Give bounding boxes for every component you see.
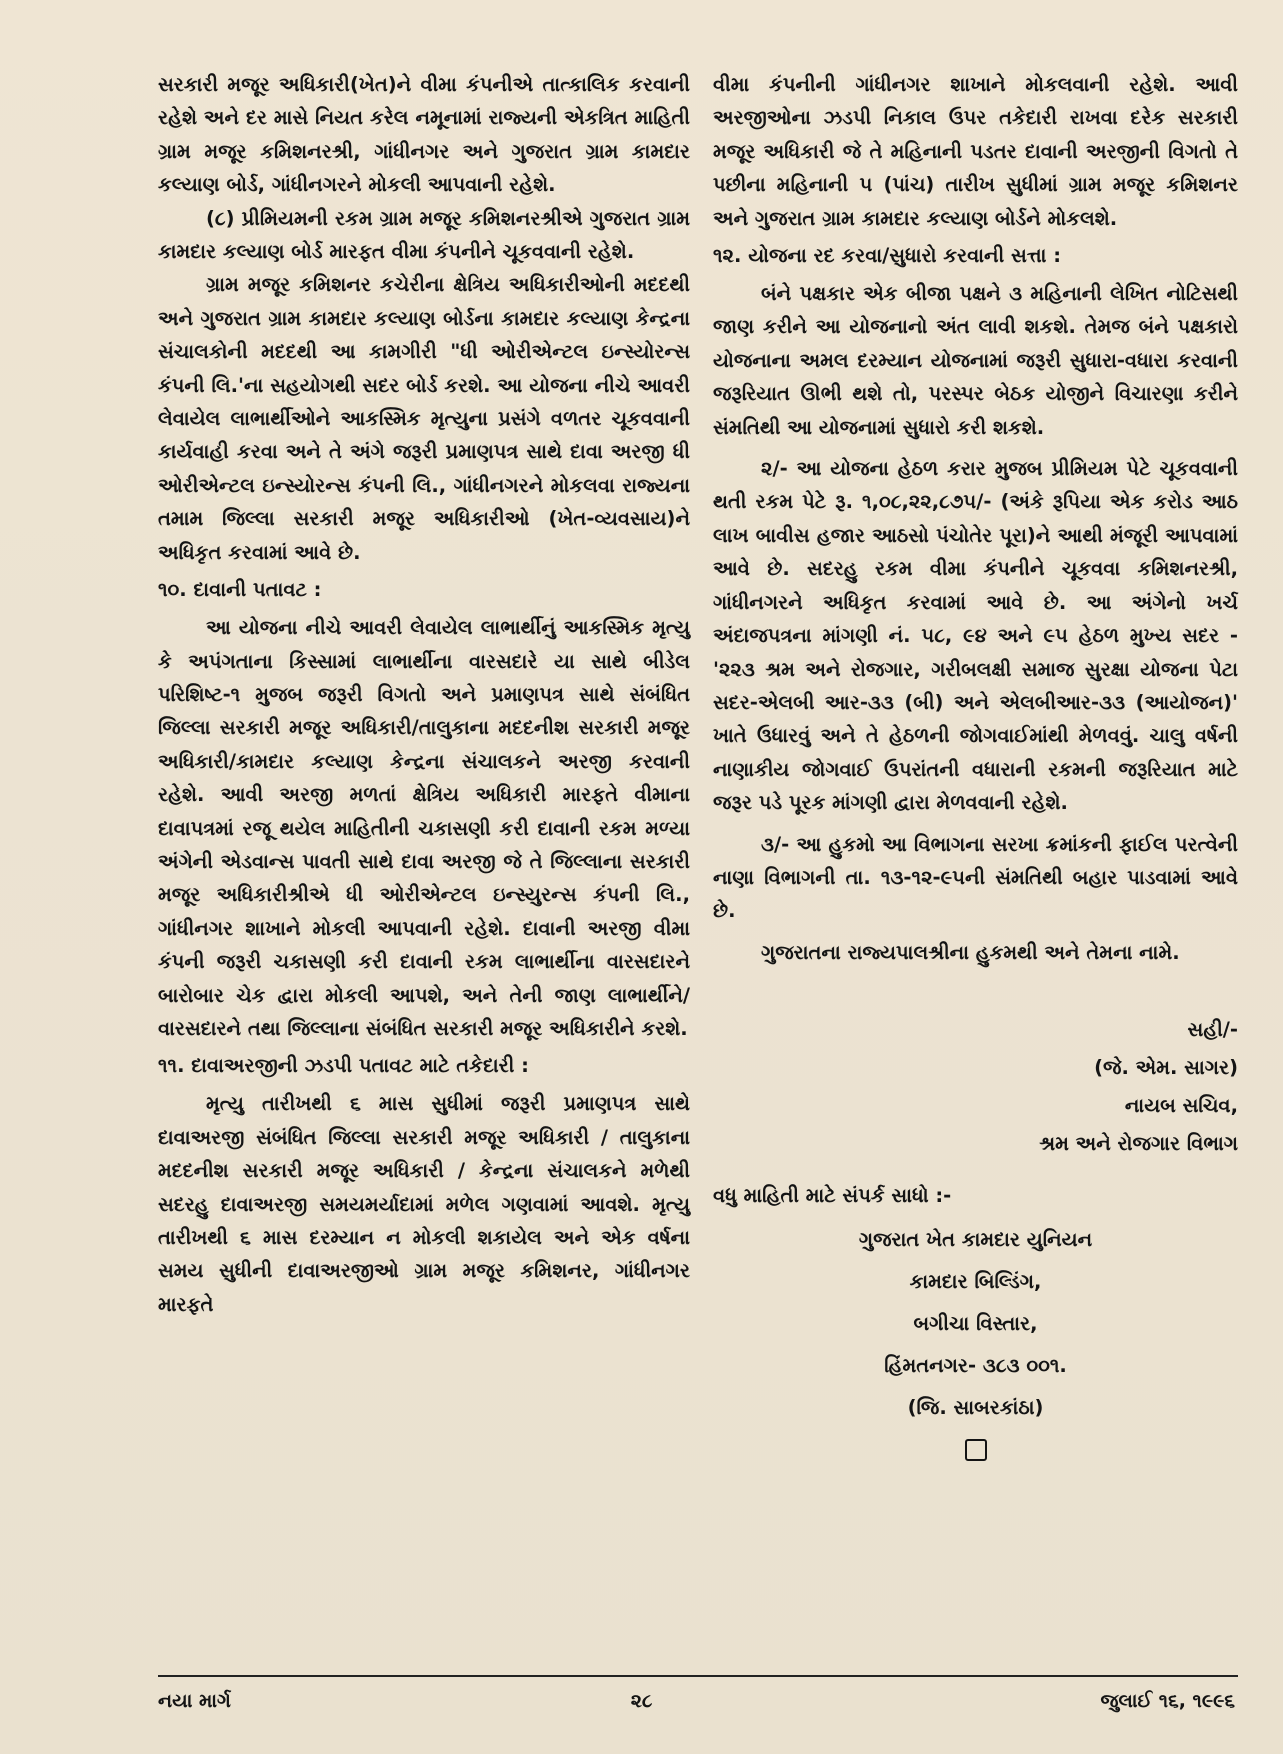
contact-line: બગીચા વિસ્તાર,	[913, 1312, 1038, 1336]
contact-line: કામદાર બિલ્ડિંગ,	[909, 1270, 1042, 1294]
contact-heading: વધુ માહિતી માટે સંપર્ક સાધો :-	[713, 1184, 952, 1208]
contact-line: ગુજરાત ખેત કામદાર યુનિયન	[858, 1228, 1093, 1252]
magazine-name: નયા માર્ગ	[158, 1690, 231, 1712]
contact-line: (જિ. સાબરકાંઠા)	[907, 1396, 1044, 1420]
right-column	[713, 68, 1238, 1461]
paragraph-claim-vigilance: મૃત્યુ તારીખથી ૬ માસ સુધીમાં જરૂરી પ્રમાણપત્ર સાથે દાવાઅરજી સંબંધિત જિલ્લા સરકારી મજૂર અધિકારી / તાલુકાના મદદનીશ સરકારી મજૂર અધિકારી / કેન્દ્રના સંચાલકને મળેથી સદરહુ દાવાઅરજી સમયમર્યાદામાં મળેલ ગણવામાં આવશે. મૃત્યુ તારીખથી ૬ માસ દરમ્યાન ન મોકલી શકાયેલ અને એક વર્ષના સમય સુધીની દાવાઅરજીઓ ગ્રામ મજૂર કમિશનર, ગાંધીનગર મારફતે	[158, 1092, 690, 1316]
paragraph-governor: ગુજરાતના રાજ્યપાલશ્રીના હુકમથી અને તેમના નામે.	[761, 940, 1180, 964]
signatory-title: નાયબ સચિવ,	[1124, 1094, 1238, 1118]
contact-line: હિંમતનગર- ૩૮૩ ૦૦૧.	[884, 1354, 1067, 1378]
contact-address	[713, 1219, 1238, 1429]
paragraph-premium: (૮) પ્રીમિયમની રકમ ગ્રામ મજૂર કમિશનરશ્રીએ ગુજરાત ગ્રામ કામદાર કલ્યાણ બોર્ડ મારફત વીમા કંપનીને ચૂકવવાની રહેશે.	[158, 206, 690, 264]
signature-line: સહી/-	[1187, 1018, 1238, 1042]
end-mark-icon	[965, 1439, 987, 1461]
paragraph: સરકારી મજૂર અધિકારી(ખેત)ને વીમા કંપનીએ તાત્કાલિક કરવાની રહેશે અને દર માસે નિયત કરેલ નમૂનામાં રાજ્યની એકત્રિત માહિતી ગ્રામ મજૂર કમિશનરશ્રી, ગાંધીનગર અને ગુજરાત ગ્રામ કામદાર કલ્યાણ બોર્ડ, ગાંધીનગરને મોકલી આપવાની રહેશે.	[158, 73, 690, 197]
paragraph: વીમા કંપનીની ગાંધીનગર શાખાને મોકલવાની રહેશે. આવી અરજીઓના ઝડપી નિકાલ ઉપર તકેદારી રાખવા દરેક સરકારી મજૂર અધિકારી જે તે મહિનાની પડતર દાવાની અરજીની વિગતો તે પછીના મહિનાની ૫ (પાંચ) તારીખ સુધીમાં ગ્રામ મજૂર કમિશનર અને ગુજરાત ગ્રામ કામદાર કલ્યાણ બોર્ડને મોકલશે.	[713, 73, 1238, 230]
issue-date: જુલાઈ ૧૬, ૧૯૯૬	[1100, 1690, 1235, 1712]
paragraph-cancellation: બંને પક્ષકાર એક બીજા પક્ષને ૩ મહિનાની લેખિત નોટિસથી જાણ કરીને આ યોજનાનો અંત લાવી શકશે. તેમજ બંને પક્ષકારો યોજનાના અમલ દરમ્યાન યોજનામાં જરૂરી સુધારા-વધારા કરવાની જરૂરિયાત ઊભી થશે તો, પરસ્પર બેઠક યોજીને વિચારણા કરીને સંમતિથી આ યોજનામાં સુધારો કરી શકશે.	[713, 282, 1238, 439]
section-heading-11: ૧૧. દાવાઅરજીની ઝડપી પતાવટ માટે તકેદારી :	[158, 1054, 529, 1078]
signature-block	[713, 1011, 1238, 1163]
left-column	[158, 68, 690, 1321]
signatory-department: શ્રમ અને રોજગાર વિભાગ	[1039, 1132, 1238, 1156]
section-heading-12: ૧૨. યોજના રદ કરવા/સુધારો કરવાની સત્તા :	[713, 244, 1061, 268]
paragraph-approval: ૨/- આ યોજના હેઠળ કરાર મુજબ પ્રીમિયમ પેટે ચૂકવવાની થતી રકમ પેટે રૂ. ૧,૦૮,૨૨,૮૭૫/- (અંકે રૂપિયા એક કરોડ આઠ લાખ બાવીસ હજાર આઠસો પંચોતેર પૂરા)ને આથી મંજૂરી આપવામાં આવે છે. સદરહુ રકમ વીમા કંપનીને ચૂકવવા કમિશનરશ્રી, ગાંધીનગરને અધિકૃત કરવામાં આવે છે. આ અંગેનો ખર્ચ અંદાજપત્રના માંગણી નં. ૫૮, ૯૪ અને ૯૫ હેઠળ મુખ્ય સદર - '૨૨૩ શ્રમ અને રોજગાર, ગરીબલક્ષી સમાજ સુરક્ષા યોજના પેટા સદર-એલબી આર-૩૩ (બી) અને એલબીઆર-૩૩ (આયોજન)' ખાતે ઉધારવું અને તે હેઠળની જોગવાઈમાંથી મેળવવું. ચાલુ વર્ષની નાણાકીય જોગવાઈ ઉપરાંતની વધારાની રકમની જરૂરિયાત માટે જરૂર પડે પૂરક માંગણી દ્વારા મેળવવાની રહેશે.	[713, 457, 1238, 815]
section-heading-10: ૧૦. દાવાની પતાવટ :	[158, 578, 322, 602]
footer-rule	[158, 1675, 1238, 1677]
signatory-name: (જે. એમ. સાગર)	[1094, 1056, 1238, 1080]
paragraph-implementation: ગ્રામ મજૂર કમિશનર કચેરીના ક્ષેત્રિય અધિકારીઓની મદદથી અને ગુજરાત ગ્રામ કામદાર કલ્યાણ બોર્ડના કામદાર કલ્યાણ કેન્દ્રના સંચાલકોની મદદથી આ કામગીરી "ધી ઓરીએન્ટલ ઇન્સ્યોરન્સ કંપની લિ.'ના સહયોગથી સદર બોર્ડ કરશે. આ યોજના નીચે આવરી લેવાયેલ લાભાર્થીઓને આકસ્મિક મૃત્યુના પ્રસંગે વળતર ચૂકવવાની કાર્યવાહી કરવા અને તે અંગે જરૂરી પ્રમાણપત્ર સાથે દાવા અરજી ધી ઓરીએન્ટલ ઇન્સ્યોરન્સ કંપની લિ., ગાંધીનગરને મોકલવા રાજ્યના તમામ જિલ્લા સરકારી મજૂર અધિકારીઓ (ખેત-વ્યવસાય)ને અધિકૃત કરવામાં આવે છે.	[158, 273, 690, 564]
paragraph-order: ૩/- આ હુકમો આ વિભાગના સરખા ક્રમાંકની ફાઈલ પરત્વેની નાણા વિભાગની તા. ૧૩-૧૨-૯૫ની સંમતિથી બહાર પાડવામાં આવે છે.	[713, 832, 1238, 923]
page-number: ૨૮	[630, 1690, 653, 1712]
paragraph-claim-settlement: આ યોજના નીચે આવરી લેવાયેલ લાભાર્થીનું આકસ્મિક મૃત્યુ કે અપંગતાના કિસ્સામાં લાભાર્થીના વારસદારે યા સાથે બીડેલ પરિશિષ્ટ-૧ મુજબ જરૂરી વિગતો અને પ્રમાણપત્ર સાથે સંબંધિત જિલ્લા સરકારી મજૂર અધિકારી/તાલુકાના મદદનીશ સરકારી મજૂર અધિકારી/કામદાર કલ્યાણ કેન્દ્રના સંચાલકને અરજી કરવાની રહેશે. આવી અરજી મળતાં ક્ષેત્રિય અધિકારી મારફતે વીમાના દાવાપત્રમાં રજૂ થયેલ માહિતીની ચકાસણી કરી દાવાની રકમ મળ્યા અંગેની એડવાન્સ પાવતી સાથે દાવા અરજી જે તે જિલ્લાના સરકારી મજૂર અધિકારીશ્રીએ ધી ઓરીએન્ટલ ઇન્સ્યુરન્સ કંપની લિ., ગાંધીનગર શાખાને મોકલી આપવાની રહેશે. દાવાની અરજી વીમા કંપની જરૂરી ચકાસણી કરી દાવાની રકમ લાભાર્થીના વારસદારને બારોબાર ચેક દ્વારા મોકલી આપશે, અને તેની જાણ લાભાર્થીને/વારસદારને તથા જિલ્લાના સંબંધિત સરકારી મજૂર અધિકારીને કરશે.	[158, 616, 690, 1040]
